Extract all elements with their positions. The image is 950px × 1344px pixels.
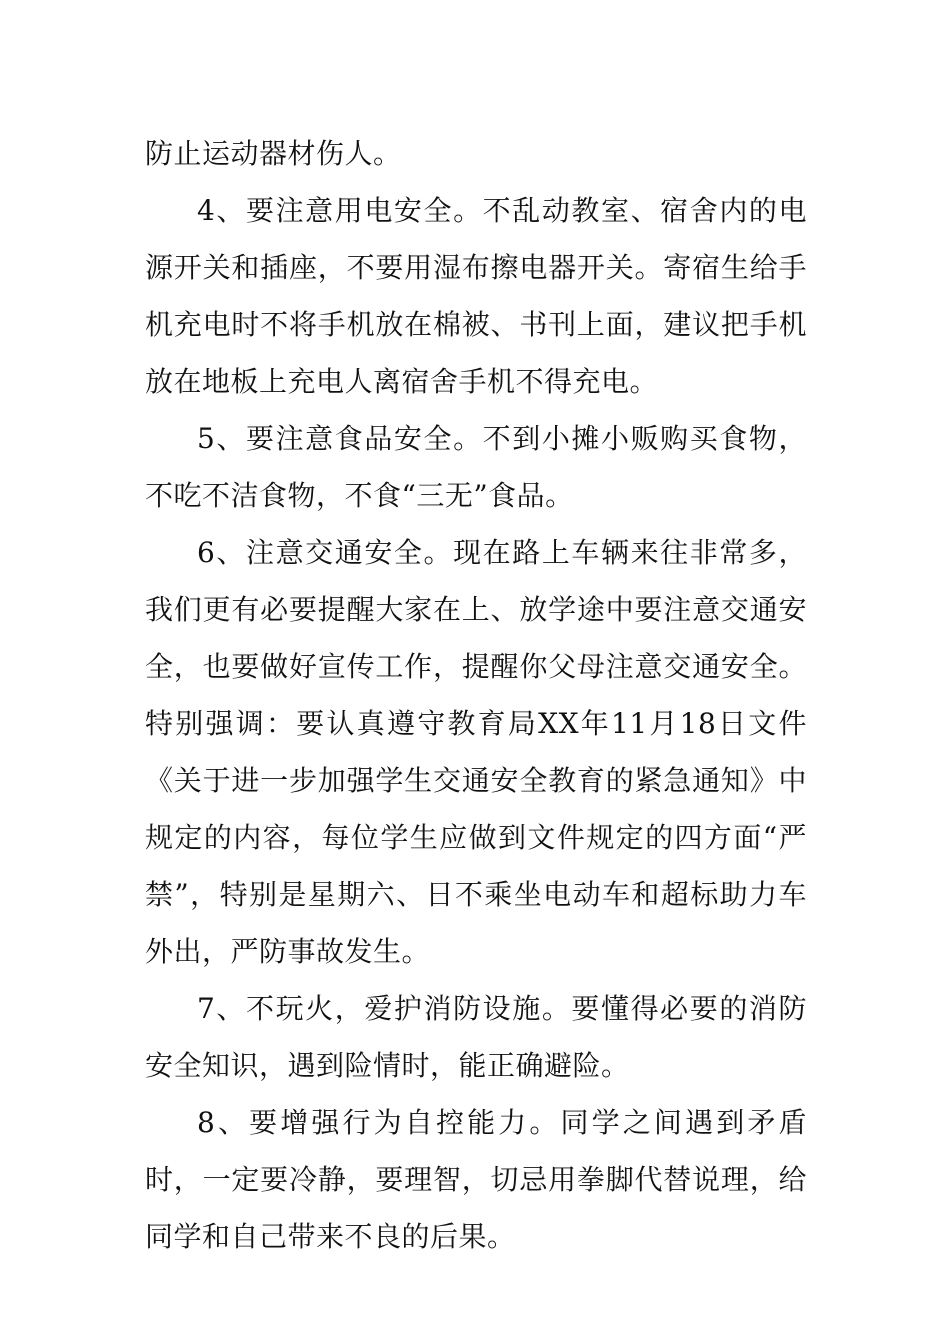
paragraph-item-4: 4、要注意用电安全。不乱动教室、宿舍内的电源开关和插座，不要用湿布擦电器开关。寄宿生给手机充电时不将手机放在棉被、书刊上面，建议把手机放在地板上充电人离宿舍手机不得充电。 [145, 194, 807, 398]
paragraph-item-6: 6、注意交通安全。现在路上车辆来往非常多，我们更有必要提醒大家在上、放学途中要注意交通安全，也要做好宣传工作，提醒你父母注意交通安全。特别强调：要认真遵守教育局XX年11月18日文件《关于进一步加强学生交通安全教育的紧急通知》中规定的内容，每位学生应做到文件规定的四方面“严禁”，特别是星期六、日不乘坐电动车和超标助力车外出，严防事故发生。 [145, 536, 807, 968]
paragraph-item-5: 5、要注意食品安全。不到小摊小贩购买食物，不吃不洁食物，不食“三无”食品。 [145, 422, 807, 512]
paragraph-item-7: 7、不玩火，爱护消防设施。要懂得必要的消防安全知识，遇到险情时，能正确避险。 [145, 992, 807, 1082]
paragraph-continuation: 防止运动器材伤人。 [145, 137, 402, 170]
paragraph-item-8: 8、要增强行为自控能力。同学之间遇到矛盾时，一定要冷静，要理智，切忌用拳脚代替说理，给同学和自己带来不良的后果。 [145, 1106, 807, 1253]
document-body [145, 125, 807, 1265]
